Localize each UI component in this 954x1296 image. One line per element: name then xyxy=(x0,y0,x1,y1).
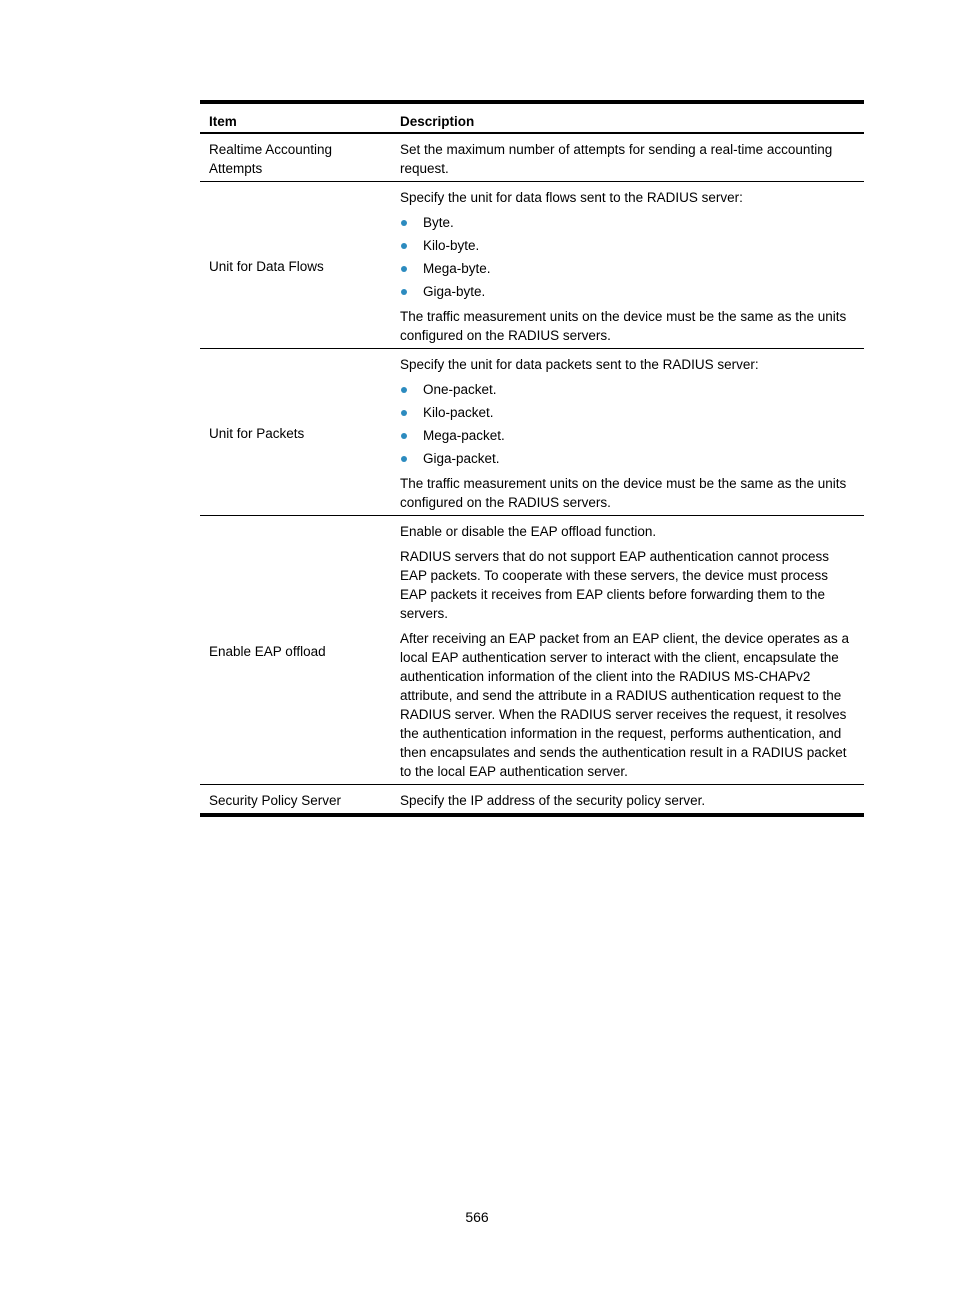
table-row xyxy=(200,516,864,785)
list-item xyxy=(400,449,856,468)
description-paragraph: RADIUS servers that do not support EAP authentication cannot process EAP packets. To cooperate with these servers, the device must process EAP packets it receives from EAP clients before forwarding them to the servers. xyxy=(400,549,829,621)
table-body xyxy=(200,133,864,815)
bullet-icon xyxy=(401,456,407,462)
bullet-icon xyxy=(401,243,407,249)
row-description xyxy=(391,349,864,516)
list-item xyxy=(400,236,856,255)
list-item-text: One-packet. xyxy=(423,382,497,397)
table-row xyxy=(200,182,864,349)
list-item xyxy=(400,213,856,232)
table-header-row xyxy=(200,102,864,133)
description-paragraph: Specify the unit for data flows sent to the RADIUS server: xyxy=(400,190,743,205)
parameter-table xyxy=(200,100,864,817)
description-paragraph: Set the maximum number of attempts for sending a real-time accounting request. xyxy=(400,142,833,176)
list-item-text: Kilo-packet. xyxy=(423,405,494,420)
list-item-text: Kilo-byte. xyxy=(423,238,480,253)
row-item-label: Enable EAP offload xyxy=(200,516,391,785)
description-note: The traffic measurement units on the device must be the same as the units configured on the RADIUS servers. xyxy=(400,476,847,510)
list-item-text: Mega-packet. xyxy=(423,428,505,443)
row-item-label: Security Policy Server xyxy=(209,793,342,808)
column-header-item: Item xyxy=(200,102,391,133)
description-paragraph: After receiving an EAP packet from an EAP client, the device operates as a local EAP authentication server to interact with the client, encapsulate the authentication information of the client into the RADIUS MS-CHAPv2 attribute, and send the attribute in a RADIUS authentication request to the RADIUS server. When the RADIUS server receives the request, it resolves the authentication information in the request, performs authentication, and then encapsulates and sends the authentication result in a RADIUS packet to the local EAP authentication server. xyxy=(400,631,850,779)
description-paragraph: Enable or disable the EAP offload function. xyxy=(400,524,657,539)
list-item-text: Mega-byte. xyxy=(423,261,491,276)
list-item xyxy=(400,426,856,445)
list-item xyxy=(400,380,856,399)
bullet-list xyxy=(400,213,856,301)
bullet-icon xyxy=(401,266,407,272)
bullet-icon xyxy=(401,220,407,226)
table-row xyxy=(200,133,864,182)
table-row xyxy=(200,349,864,516)
list-item-text: Byte. xyxy=(423,215,454,230)
row-description xyxy=(391,133,864,182)
bullet-icon xyxy=(401,387,407,393)
row-description xyxy=(391,182,864,349)
list-item-text: Giga-byte. xyxy=(423,284,486,299)
bullet-icon xyxy=(401,433,407,439)
bullet-icon xyxy=(401,289,407,295)
table-row xyxy=(200,785,864,816)
description-note: The traffic measurement units on the device must be the same as the units configured on the RADIUS servers. xyxy=(400,309,847,343)
column-header-description: Description xyxy=(391,102,864,133)
list-item xyxy=(400,403,856,422)
bullet-icon xyxy=(401,410,407,416)
list-item-text: Giga-packet. xyxy=(423,451,500,466)
row-item-label: Unit for Packets xyxy=(200,349,391,516)
row-description xyxy=(391,516,864,785)
page-number: 566 xyxy=(465,1209,489,1225)
row-item-label: Unit for Data Flows xyxy=(200,182,391,349)
bullet-list xyxy=(400,380,856,468)
row-item-label: Realtime Accounting Attempts xyxy=(200,133,391,182)
description-paragraph: Specify the IP address of the security policy server. xyxy=(400,793,706,808)
list-item xyxy=(400,259,856,278)
row-description xyxy=(391,785,864,816)
description-paragraph: Specify the unit for data packets sent to the RADIUS server: xyxy=(400,357,759,372)
list-item xyxy=(400,282,856,301)
